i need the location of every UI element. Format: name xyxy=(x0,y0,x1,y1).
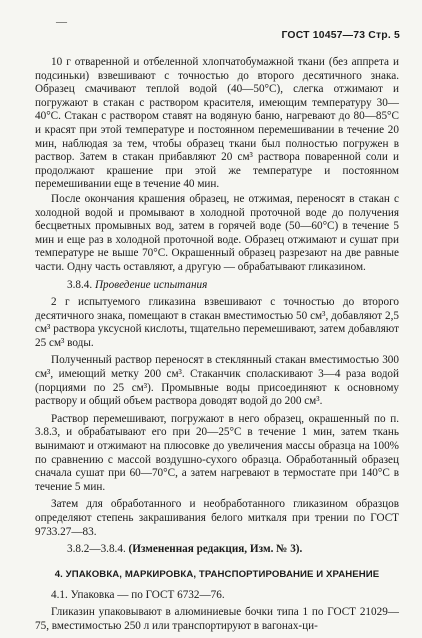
paragraph-packaging: Гликазин упаковывают в алюминиевые бочки типа 1 по ГОСТ 21029—75, вместимостью 250 л или транспортируют в вагонах-ци- xyxy=(35,606,399,632)
section-4-heading: 4. УПАКОВКА, МАРКИРОВКА, ТРАНСПОРТИРОВАНИЕ И ХРАНЕНИЕ xyxy=(54,568,380,580)
paragraph-treatment: Раствор перемешивают, погружают в него образец, окрашенный по п. 3.8.3, и обрабатывают его при 20—25°C в течение 1 мин, затем ткань вынимают и отжимают на плюсовке до увеличения массы образца на 100% по сравнению с массой воздушно-сухого образца. Обработанный образец сначала сушат при 60—70°C, а затем нагревают в термостате при 140°C в течение 5 мин. xyxy=(35,412,399,493)
subsection-3-8-4 xyxy=(35,279,399,293)
amendment-range: 3.8.2—3.8.4. xyxy=(67,543,126,556)
paragraph-rinsing: После окончания крашения образец, не отжимая, переносят в стакан с холодной водой и промывают в холодной проточной воде до получения бесцветных промывных вод, затем в горячей воде (50—60°C) в течение 5 мин и еще раз в холодной проточной воде. Образец отжимают и сушат при температуре не выше 70°C. Окрашенный образец разрезают на две равные части. Одну часть оставляют, а другую — обрабатывают гликазином. xyxy=(35,192,399,273)
paragraph-staining-degree: Затем для обработанного и необработанного гликазином образцов определяют степень закрашивания белого миткаля при трении по ГОСТ 9733.27—83. xyxy=(35,498,399,538)
corner-mark: — xyxy=(56,16,67,28)
page-header: ГОСТ 10457—73 Стр. 5 xyxy=(281,30,400,41)
amendment-text: (Измененная редакция, Изм. № 3). xyxy=(128,543,303,556)
paragraph-solution-transfer: Полученный раствор переносят в стеклянный стакан вместимостью 300 см³, имеющий метку 200 см³. Стаканчик споласкивают 3—4 раза водой (порциями по 25 см³). Промывные воды присоединяют к основному раствору и общий объем раствора доводят водой до 200 см³. xyxy=(35,354,399,408)
subsection-title: Проведение испытания xyxy=(94,278,208,291)
subsection-number: 3.8.4. xyxy=(67,278,93,291)
paragraph-4-1: 4.1. Упаковка — по ГОСТ 6732—76. xyxy=(51,588,225,601)
amendment-note xyxy=(35,543,399,557)
page-content xyxy=(35,56,399,638)
paragraph-dyeing: 10 г отваренной и отбеленной хлопчатобумажной ткани (без аппрета и подсиньки) взвешивают с точностью до второго десятичного знака. Образец смачивают теплой водой (40—50°C), слегка отжимают и погружают в стакан с раствором красителя, имеющим температуру 30—40°C. Стакан с раствором ставят на водяную баню, нагревают до 80—85°C и красят при этой температуре и постоянном перемешивании в течение 20 мин, наблюдая за тем, чтобы образец ткани был полностью погружен в раствор. Затем в стакан прибавляют 20 см³ раствора поваренной соли и продолжают крашение при этой же температуре и постоянном перемешивании еще в течение 40 мин. xyxy=(35,56,399,191)
paragraph-sample-weighing: 2 г испытуемого гликазина взвешивают с точностью до второго десятичного знака, помещают в стакан вместимостью 50 см³, добавляют 2,5 см³ раствора уксусной кислоты, тщательно перемешивают, затем добавляют 25 см³ воды. xyxy=(35,296,399,349)
